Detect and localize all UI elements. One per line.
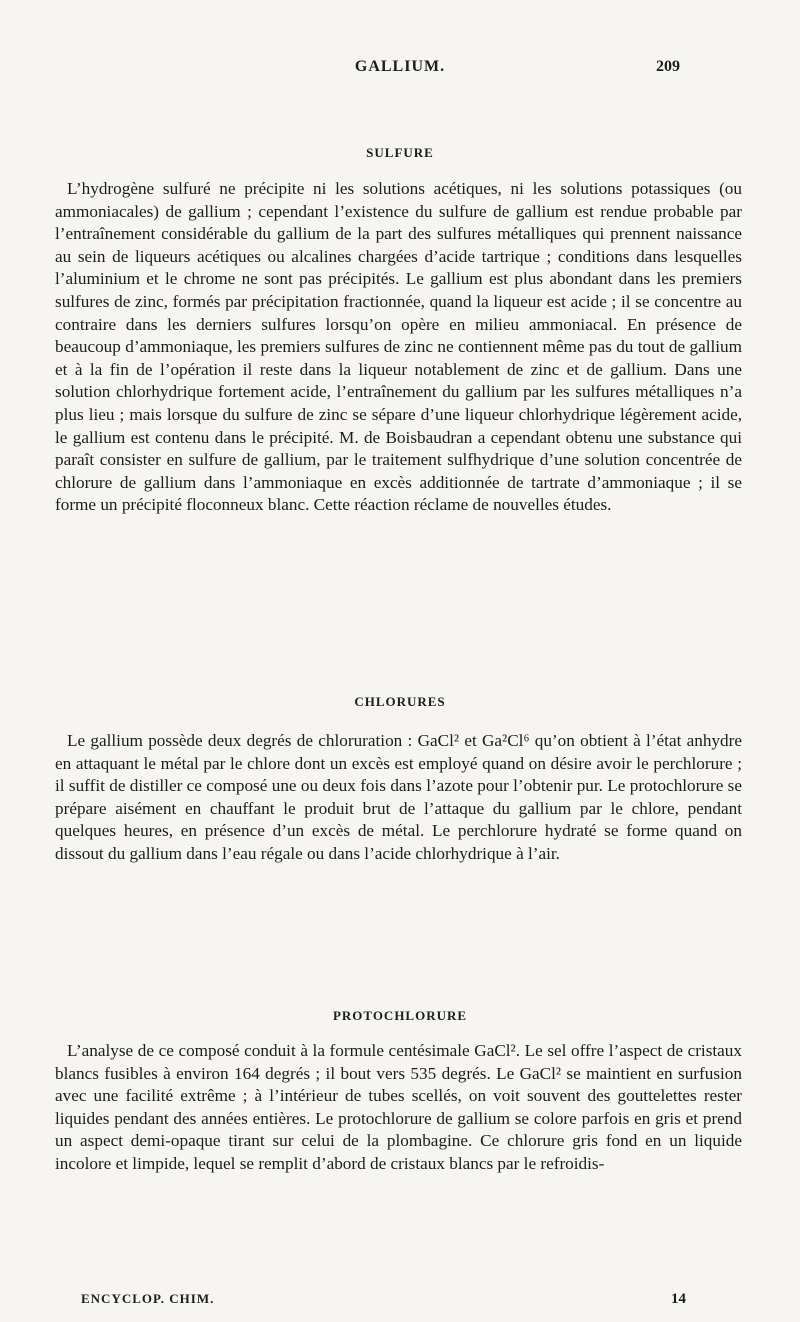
running-title: GALLIUM. — [354, 58, 446, 75]
page-number: 209 — [656, 58, 680, 75]
page-footer — [55, 1291, 742, 1309]
section-heading-sulfure: SULFURE — [366, 145, 434, 160]
footer-signature: ENCYCLOP. CHIM. — [81, 1291, 215, 1306]
paragraph-chlorures: Le gallium possède deux degrés de chloruration : GaCl² et Ga²Cl⁶ qu’on obtient à l’état anhydre en attaquant le métal par le chlore dont un excès est employé quand on désire avoir le perchlorure ; il suffit de distiller ce composé une ou deux fois dans l’azote pour l’obtenir pur. Le protochlorure se prépare aisément en chauffant le produit brut de l’attaque du gallium par le chlore, pendant quelques heures, en présence d’un excès de métal. Le perchlorure hydraté se forme quand on dissout du gallium dans l’eau régale ou dans l’acide chlorhydrique à l’air. — [55, 731, 742, 863]
paragraph-sulfure: L’hydrogène sulfuré ne précipite ni les solutions acétiques, ni les solutions potassiques (ou ammoniacales) de gallium ; cependant l’existence du sulfure de gallium est rendue probable par l’entraînement considérable du gallium de la part des sulfures métalliques qui prennent naissance au sein de liqueurs acétiques ou alcalines chargées d’acide tartrique ; conditions dans lesquelles l’aluminium et le chrome ne sont pas précipités. Le gallium est plus abondant dans les premiers sulfures de zinc, formés par précipitation fractionnée, quand la liqueur est acide ; il se concentre au contraire dans les derniers sulfures lorsqu’on opère en milieu ammoniacal. En présence de beaucoup d’ammoniaque, les premiers sulfures de zinc ne contiennent même pas du tout de gallium et à la fin de l’opération il reste dans la liqueur notablement de zinc et de gallium. Dans une solution chlorhydrique fortement acide, l’entraînement du gallium par les sulfures métalliques n’a plus lieu ; mais lorsque du sulfure de zinc se sépare d’une liqueur chlorhydrique légèrement acide, le gallium est contenu dans le précipité. M. de Boisbaudran a cependant obtenu une substance qui paraît consister en sulfure de gallium, par le traitement sulfhydrique d’une solution concentrée de chlorure de gallium dans l’ammoniaque en excès additionnée de tartrate d’ammoniaque ; il se forme un précipité floconneux blanc. Cette réaction réclame de nouvelles études. — [55, 179, 742, 515]
section-heading-chlorures: CHLORURES — [354, 694, 446, 709]
section-heading-protochlorure: PROTOCHLORURE — [332, 1008, 468, 1023]
paragraph-protochlorure: L’analyse de ce composé conduit à la formule centésimale GaCl². Le sel offre l’aspect de cristaux blancs fusibles à environ 164 degrés ; il bout vers 535 degrés. Le GaCl² se maintient en surfusion avec une facilité extrême ; à l’intérieur de tubes scellés, on voit souvent des gouttelettes rester liquides pendant des années entières. Le protochlorure de gallium se colore parfois en gris et prend un aspect demi-opaque tirant sur celui de la plombagine. Ce chlorure gris fond en un liquide incolore et limpide, lequel se remplit d’abord de cristaux blancs par le refroidis- — [55, 1041, 742, 1173]
running-head — [0, 58, 800, 82]
sheet-number: 14 — [671, 1291, 686, 1307]
